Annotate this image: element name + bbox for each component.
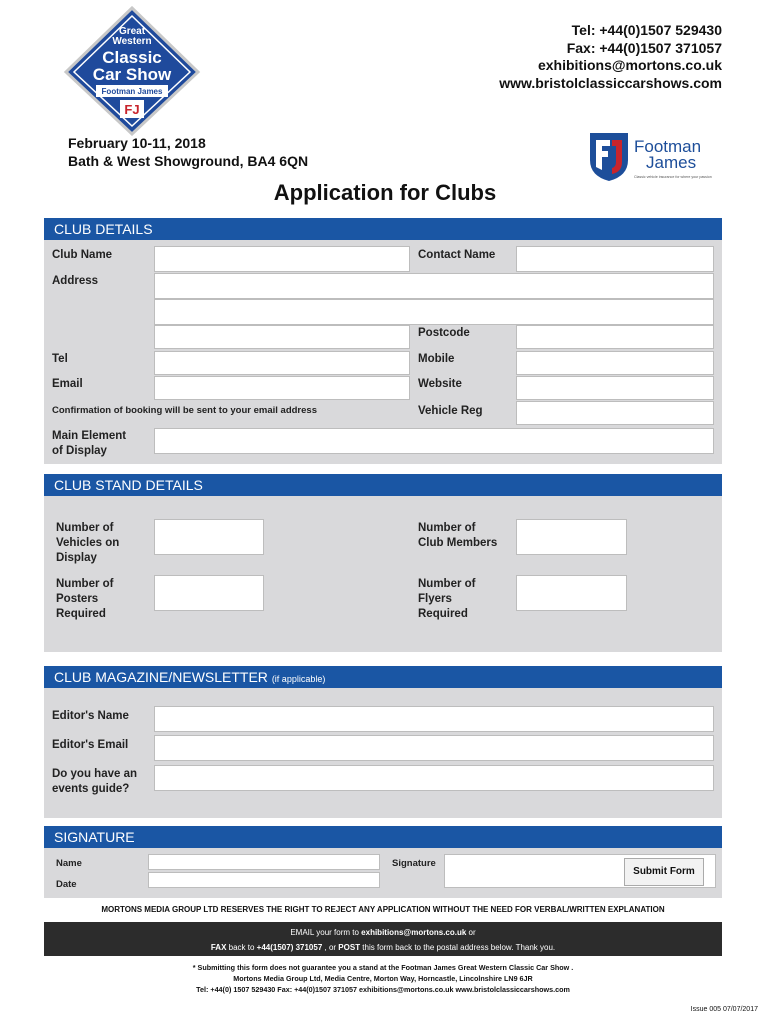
email-field[interactable] — [154, 376, 410, 400]
logo-line4: Car Show — [92, 65, 172, 84]
sponsor-tagline: Classic vehicle insurance for where your passion — [634, 175, 712, 179]
flyers-line3: Required — [418, 608, 468, 620]
members-line2: Club Members — [418, 537, 498, 549]
members-field[interactable] — [516, 519, 627, 555]
footer-line1-c: or — [466, 928, 476, 937]
website-field[interactable] — [516, 376, 714, 400]
tel-field[interactable] — [154, 351, 410, 375]
posters-line3: Required — [56, 608, 106, 620]
logo-line5: Footman James — [101, 87, 163, 96]
sponsor-logo — [588, 130, 738, 182]
editor-email-field[interactable] — [154, 735, 714, 761]
flyers-line2: Flyers — [418, 593, 452, 605]
mobile-label: Mobile — [418, 353, 455, 365]
posters-line2: Posters — [56, 593, 99, 605]
main-element-label — [52, 429, 126, 459]
event-dates: February 10-11, 2018 — [68, 135, 206, 151]
contact-fax: Fax: +44(0)1507 371057 — [566, 39, 722, 56]
logo-line1: Great — [118, 26, 146, 37]
magazine-note: (if applicable) — [271, 674, 326, 684]
posters-line1: Number of — [56, 578, 114, 590]
magazine-header — [44, 666, 722, 688]
issue-number: Issue 005 07/07/2017 — [690, 1006, 758, 1013]
footer-line1 — [44, 925, 722, 940]
flyers-label — [418, 577, 476, 622]
contact-email: exhibitions@mortons.co.uk — [537, 57, 722, 73]
sponsor-name1: Footman — [634, 137, 702, 156]
members-label — [418, 521, 497, 551]
footer-line2-fax: FAX — [210, 943, 227, 952]
vehicle-reg-field[interactable] — [516, 401, 714, 425]
footer-line2-b: back to — [226, 943, 257, 952]
vehicles-line2: Vehicles on — [56, 537, 120, 549]
disclaimer: MORTONS MEDIA GROUP LTD RESERVES THE RIGHT TO REJECT ANY APPLICATION WITHOUT THE NEED FOR VERBAL/WRITTEN EXPLANATION — [101, 905, 665, 914]
confirmation-note: Confirmation of booking will be sent to your email address — [52, 405, 317, 416]
vehicles-line1: Number of — [56, 522, 114, 534]
events-guide-line2: events guide? — [52, 783, 130, 795]
footer-line2-d: , or — [322, 943, 339, 952]
signature-label: Signature — [392, 858, 436, 869]
date-field[interactable] — [148, 872, 380, 888]
vehicles-label — [56, 521, 119, 566]
fine-print-1: * Submitting this form does not guarantee you a stand at the Footman James Great Western Classic Car Show . — [192, 963, 574, 972]
page-title: Application for Clubs — [273, 180, 497, 205]
events-guide-label — [52, 767, 137, 797]
show-logo-diamond — [62, 6, 202, 136]
logo-line3: Classic — [102, 48, 162, 67]
event-venue: Bath & West Showground, BA4 6QN — [68, 152, 309, 169]
contact-tel: Tel: +44(0)1507 529430 — [571, 22, 722, 38]
address-field-2[interactable] — [154, 299, 714, 325]
vehicles-line3: Display — [56, 552, 97, 564]
fine-print — [44, 962, 722, 995]
editor-name-label: Editor's Name — [52, 710, 129, 722]
footer-line2-number: +44(1507) 371057 — [256, 943, 323, 952]
editor-name-field[interactable] — [154, 706, 714, 732]
footer-line2-post: POST — [338, 943, 361, 952]
signature-header: SIGNATURE — [44, 826, 722, 848]
flyers-line1: Number of — [418, 578, 476, 590]
logo-mark: FJ — [124, 102, 140, 117]
vehicles-field[interactable] — [154, 519, 264, 555]
contact-block — [499, 22, 722, 92]
address-field-3[interactable] — [154, 325, 410, 349]
logo-line2: Western — [112, 36, 152, 47]
postcode-label: Postcode — [418, 327, 470, 339]
fine-print-2: Mortons Media Group Ltd, Media Centre, Morton Way, Horncastle, Lincolnshire LN9 6JR — [233, 974, 533, 983]
footer-line1-a: EMAIL your form to — [290, 928, 362, 937]
events-guide-field[interactable] — [154, 765, 714, 791]
postcode-field[interactable] — [516, 325, 714, 349]
main-element-line1: Main Element — [52, 430, 127, 442]
members-line1: Number of — [418, 522, 476, 534]
contact-name-label: Contact Name — [418, 249, 496, 261]
magazine-heading: CLUB MAGAZINE/NEWSLETTER — [54, 669, 268, 685]
flyers-field[interactable] — [516, 575, 627, 611]
mobile-field[interactable] — [516, 351, 714, 375]
footer-line2 — [44, 940, 722, 955]
website-label: Website — [418, 378, 462, 390]
footer-line2-f: this form back to the postal address below. Thank you. — [360, 943, 556, 952]
club-name-label: Club Name — [52, 249, 113, 261]
vehicle-reg-label: Vehicle Reg — [418, 405, 483, 417]
email-label: Email — [52, 378, 83, 390]
contact-name-field[interactable] — [516, 246, 714, 272]
posters-field[interactable] — [154, 575, 264, 611]
date-label: Date — [56, 879, 77, 890]
club-name-field[interactable] — [154, 246, 410, 272]
address-label: Address — [52, 275, 99, 287]
show-logo — [62, 6, 202, 136]
name-label: Name — [56, 858, 82, 869]
editor-email-label: Editor's Email — [52, 739, 129, 751]
fine-print-3: Tel: +44(0) 1507 529430 Fax: +44(0)1507 371057 exhibitions@mortons.co.uk www.bristolclassiccarshows.com — [196, 985, 570, 994]
main-element-line2: of Display — [52, 445, 107, 457]
address-field-1[interactable] — [154, 273, 714, 299]
footer-line1-email: exhibitions@mortons.co.uk — [361, 928, 467, 937]
footer-bar — [44, 922, 722, 956]
main-element-field[interactable] — [154, 428, 714, 454]
submit-form-button[interactable]: Submit Form — [624, 858, 704, 886]
name-field[interactable] — [148, 854, 380, 870]
stand-details-header: CLUB STAND DETAILS — [44, 474, 722, 496]
club-details-header: CLUB DETAILS — [44, 218, 722, 240]
posters-label — [56, 577, 114, 622]
tel-label: Tel — [52, 353, 68, 365]
sponsor-name2: James — [646, 153, 697, 172]
events-guide-line1: Do you have an — [52, 768, 137, 780]
sponsor-shield-icon — [588, 130, 738, 182]
contact-web: www.bristolclassiccarshows.com — [499, 74, 722, 91]
event-info — [68, 135, 308, 170]
